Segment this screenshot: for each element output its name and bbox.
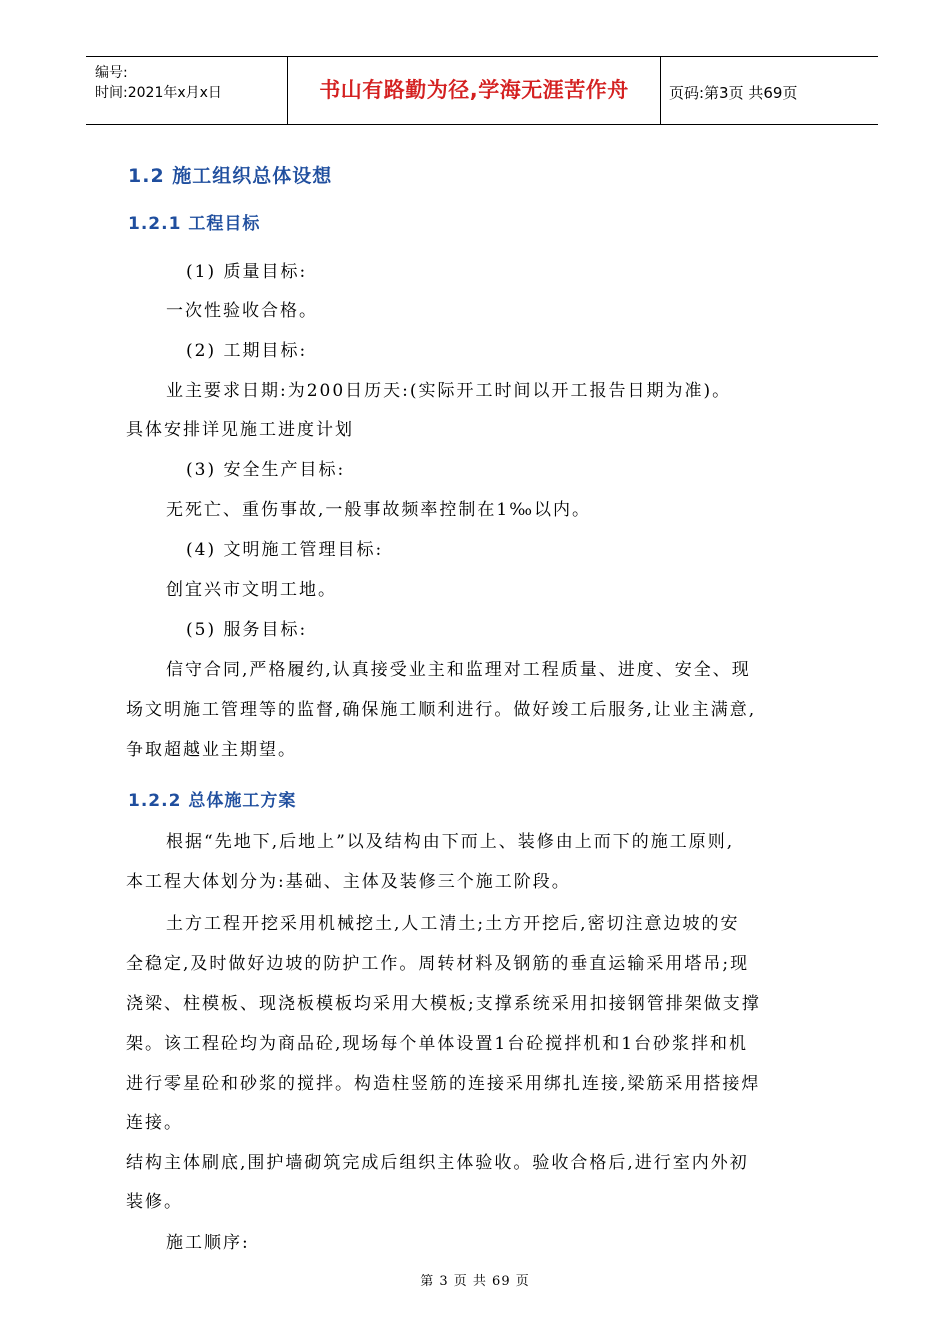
plan-para3-line: 结构主体刷底,围护墙砌筑完成后组织主体验收。验收合格后,进行室内外初 [126, 1153, 749, 1173]
header-motto-cell [288, 57, 661, 124]
goal-schedule-text: 业主要求日期:为200日历天:(实际开工时间以开工报告日期为准)。 [166, 381, 732, 401]
header-page-label: 页码:第3页 共69页 [669, 84, 798, 102]
goal-quality-text: 一次性验收合格。 [166, 301, 318, 321]
plan-para2-line: 浇梁、柱模板、现浇板模板均采用大模板;支撑系统采用扣接钢管排架做支撑 [126, 994, 761, 1014]
goal-service-label: (5) 服务目标: [186, 620, 308, 640]
goal-schedule-label: (2) 工期目标: [186, 341, 308, 361]
subsection-title-goals: 1.2.1 工程目标 [128, 214, 261, 234]
goal-civil-text: 创宜兴市文明工地。 [166, 580, 337, 600]
plan-para1-line: 根据“先地下,后地上”以及结构由下而上、装修由上而下的施工原则, [166, 832, 735, 852]
goal-service-line: 争取超越业主期望。 [126, 740, 297, 760]
goal-schedule-text2: 具体安排详见施工进度计划 [126, 420, 354, 440]
plan-para2-line: 土方工程开挖采用机械挖土,人工清土;土方开挖后,密切注意边坡的安 [166, 914, 740, 934]
subsection-title-plan: 1.2.2 总体施工方案 [128, 791, 297, 811]
plan-para1-line: 本工程大体划分为:基础、主体及装修三个施工阶段。 [126, 872, 571, 892]
goal-safety-text: 无死亡、重伤事故,一般事故频率控制在1‰以内。 [166, 500, 592, 520]
goal-quality-label: (1) 质量目标: [186, 262, 308, 282]
goal-service-line: 场文明施工管理等的监督,确保施工顺利进行。做好竣工后服务,让业主满意, [126, 700, 757, 720]
header-meta [86, 57, 288, 124]
plan-para2-line: 连接。 [126, 1113, 183, 1133]
sequence-label: 施工顺序: [166, 1233, 250, 1253]
goal-safety-label: (3) 安全生产目标: [186, 460, 346, 480]
page-footer: 第 3 页 共 69 页 [420, 1274, 530, 1289]
plan-para3-line: 装修。 [126, 1192, 183, 1212]
goal-service-line: 信守合同,严格履约,认真接受业主和监理对工程质量、进度、安全、现 [166, 660, 751, 680]
number-label: 编号: [95, 65, 128, 81]
page-header [86, 56, 878, 125]
plan-para2-line: 全稳定,及时做好边坡的防护工作。周转材料及钢筋的垂直运输采用塔吊;现 [126, 954, 750, 974]
header-page-cell [661, 57, 878, 124]
plan-para2-line: 架。该工程砼均为商品砼,现场每个单体设置1台砼搅拌机和1台砂浆拌和机 [126, 1034, 749, 1054]
section-title: 1.2 施工组织总体设想 [128, 165, 333, 187]
plan-para2-line: 进行零星砼和砂浆的搅拌。构造柱竖筋的连接采用绑扎连接,梁筋采用搭接焊 [126, 1074, 761, 1094]
header-motto: 书山有路勤为径,学海无涯苦作舟 [319, 78, 629, 102]
goal-civil-label: (4) 文明施工管理目标: [186, 540, 384, 560]
time-label: 时间:2021年x月x日 [95, 85, 222, 101]
